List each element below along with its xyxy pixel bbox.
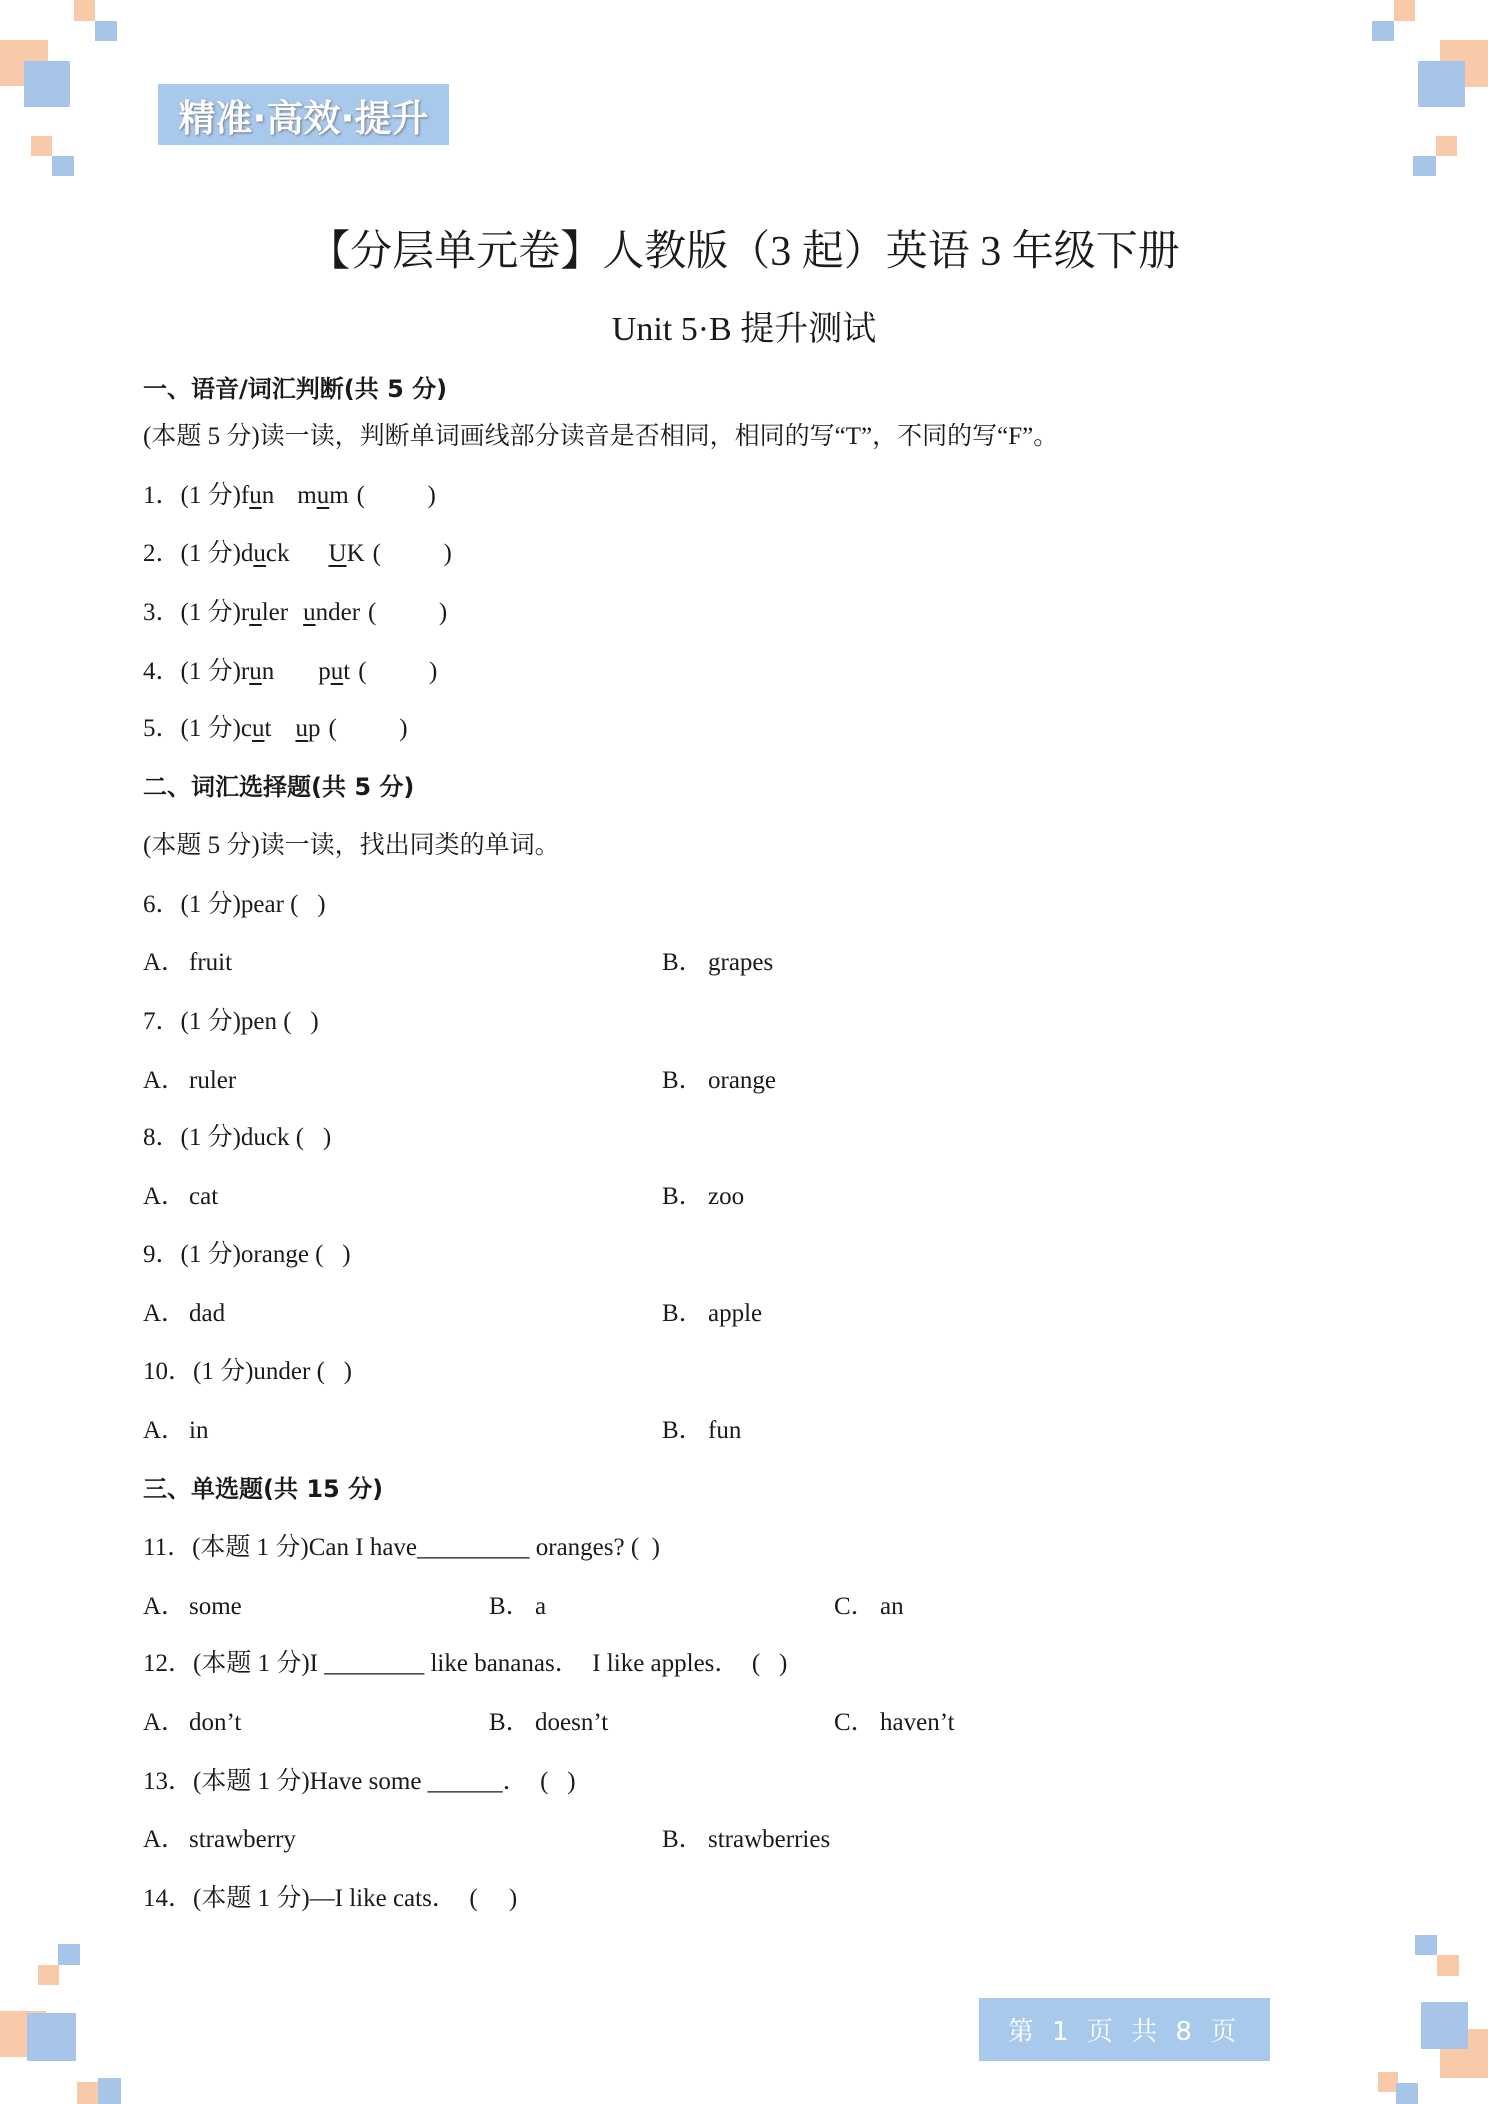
- option-key: A．: [143, 1709, 187, 1736]
- q8-option-a: [143, 1180, 218, 1214]
- question-5: [143, 712, 408, 746]
- page-title: 【分层单元卷】人教版（3 起）英语 3 年级下册: [308, 229, 1180, 275]
- question-label: 4．(1 分): [143, 658, 241, 685]
- word-suffix: K: [346, 540, 365, 567]
- question-label: 5．(1 分): [143, 715, 241, 742]
- word-prefix: r: [240, 658, 250, 685]
- word-second: [318, 655, 350, 689]
- decor-square-blue: [58, 1944, 80, 1965]
- option-key: A．: [143, 1183, 187, 1210]
- option-text: strawberry: [189, 1826, 296, 1853]
- q12-option-a: [143, 1706, 241, 1740]
- word-prefix: r: [240, 599, 250, 626]
- underlined-letter: u: [249, 482, 262, 509]
- section-1-heading: 一、语音/词汇判断(共 5 分): [143, 375, 448, 403]
- option-key: A．: [143, 1593, 187, 1620]
- decor-square-blue: [1372, 21, 1394, 41]
- option-key: B．: [662, 1417, 704, 1444]
- option-key: A．: [143, 1826, 187, 1853]
- word-suffix: ler: [261, 599, 289, 626]
- q13-option-b: [662, 1823, 830, 1857]
- word-suffix: t: [264, 715, 272, 742]
- underlined-letter: u: [249, 599, 262, 626]
- decor-square-blue: [27, 2013, 76, 2061]
- option-text: an: [880, 1593, 904, 1620]
- option-key: C．: [834, 1593, 876, 1620]
- section-2-instruction: (本题 5 分)读一读，找出同类的单词。: [143, 832, 560, 859]
- question-3: [143, 596, 447, 630]
- word-second: [295, 712, 320, 746]
- decor-square-peach: [1437, 1955, 1459, 1976]
- page-indicator-text: 第 1 页 共 8 页: [1007, 2017, 1242, 2047]
- decor-square-peach: [74, 0, 95, 21]
- q10-option-a: [143, 1414, 208, 1448]
- answer-blank: ( ): [368, 599, 448, 626]
- question-11: 11．(本题 1 分)Can I have_________ oranges? ( ): [143, 1534, 661, 1561]
- option-key: A．: [143, 1300, 187, 1327]
- brand-badge: [158, 84, 449, 145]
- underlined-letter: u: [303, 599, 316, 626]
- option-key: B．: [662, 1826, 704, 1853]
- word-suffix: nder: [315, 599, 361, 626]
- option-text: doesn’t: [535, 1709, 609, 1736]
- decor-square-blue: [24, 61, 70, 107]
- decor-square-blue: [1396, 2083, 1418, 2104]
- underlined-letter: U: [328, 540, 347, 567]
- option-text: orange: [708, 1067, 777, 1094]
- decor-square-blue: [1413, 156, 1436, 176]
- word-first: [241, 596, 288, 630]
- word-first: [241, 712, 272, 746]
- option-key: A．: [143, 1417, 187, 1444]
- decor-square-peach: [1436, 136, 1457, 156]
- option-text: dad: [189, 1300, 226, 1327]
- word-second: [297, 479, 348, 513]
- page-subtitle: Unit 5·B 提升测试: [611, 311, 877, 348]
- section-3-heading: 三、单选题(共 15 分): [143, 1475, 384, 1503]
- option-text: in: [189, 1417, 209, 1444]
- word-prefix: c: [240, 715, 253, 742]
- question-10: 10．(1 分)under ( ): [143, 1358, 352, 1385]
- question-14: 14．(本题 1 分)—I like cats． ( ): [143, 1885, 518, 1912]
- answer-blank: ( ): [358, 658, 438, 685]
- section-1-instruction: (本题 5 分)读一读，判断单词画线部分读音是否相同，相同的写“T”，不同的写“F”。: [143, 423, 1059, 450]
- option-text: ruler: [189, 1067, 237, 1094]
- decor-square-blue: [1418, 61, 1465, 107]
- underlined-letter: u: [253, 540, 266, 567]
- answer-blank: ( ): [372, 540, 452, 567]
- q12-option-b: [489, 1706, 608, 1740]
- word-first: [241, 479, 274, 513]
- question-13: 13．(本题 1 分)Have some ______． ( ): [143, 1768, 576, 1795]
- option-text: apple: [708, 1300, 763, 1327]
- option-key: B．: [489, 1593, 531, 1620]
- q8-option-b: [662, 1180, 744, 1214]
- underlined-letter: u: [316, 482, 330, 509]
- word-first: [241, 537, 290, 571]
- word-first: [241, 655, 274, 689]
- option-key: A．: [143, 949, 187, 976]
- word-prefix: f: [240, 482, 250, 509]
- decor-square-peach: [31, 136, 52, 156]
- underlined-letter: u: [249, 658, 262, 685]
- word-suffix: p: [307, 715, 321, 742]
- question-label: 3．(1 分): [143, 599, 241, 626]
- word-second: [303, 596, 360, 630]
- q10-option-b: [662, 1414, 741, 1448]
- option-text: fruit: [189, 949, 233, 976]
- option-key: B．: [662, 1300, 704, 1327]
- option-text: a: [535, 1593, 547, 1620]
- question-2: [143, 537, 452, 571]
- section-2-heading: 二、词汇选择题(共 5 分): [143, 773, 415, 801]
- question-1: [143, 479, 436, 513]
- question-label: 2．(1 分): [143, 540, 241, 567]
- q7-option-a: [143, 1064, 236, 1098]
- answer-blank: ( ): [328, 715, 408, 742]
- question-4: [143, 655, 437, 689]
- q6-option-a: [143, 946, 232, 980]
- word-suffix: n: [261, 658, 275, 685]
- brand-badge-text: 精准·高效·提升: [178, 96, 429, 140]
- question-12: 12．(本题 1 分)I ________ like bananas． I like apples． ( ): [143, 1650, 788, 1677]
- decor-square-peach: [38, 1965, 59, 1985]
- word-prefix: p: [318, 658, 331, 685]
- q13-option-a: [143, 1823, 296, 1857]
- word-prefix: m: [297, 482, 317, 509]
- option-key: B．: [662, 1067, 704, 1094]
- word-suffix: m: [329, 482, 349, 509]
- q6-option-b: [662, 946, 773, 980]
- underlined-letter: u: [330, 658, 344, 685]
- word-suffix: n: [261, 482, 275, 509]
- q9-option-a: [143, 1297, 225, 1331]
- q11-option-b: [489, 1590, 546, 1624]
- word-suffix: t: [343, 658, 351, 685]
- option-text: grapes: [708, 949, 774, 976]
- decor-square-blue: [1415, 1935, 1437, 1955]
- option-key: B．: [662, 1183, 704, 1210]
- option-key: B．: [662, 949, 704, 976]
- q11-option-c: [834, 1590, 904, 1624]
- question-8: 8．(1 分)duck ( ): [143, 1124, 332, 1151]
- option-text: cat: [189, 1183, 219, 1210]
- underlined-letter: u: [295, 715, 308, 742]
- word-prefix: d: [240, 540, 254, 567]
- question-label: 1．(1 分): [143, 482, 241, 509]
- underlined-letter: u: [252, 715, 265, 742]
- decor-square-peach: [77, 2082, 98, 2104]
- option-key: C．: [834, 1709, 876, 1736]
- option-key: A．: [143, 1067, 187, 1094]
- decor-square-peach: [1378, 2072, 1398, 2092]
- page-indicator: [979, 1998, 1270, 2061]
- answer-blank: ( ): [356, 482, 436, 509]
- option-text: zoo: [708, 1183, 745, 1210]
- decor-square-blue: [98, 2078, 121, 2104]
- q11-option-a: [143, 1590, 242, 1624]
- option-text: some: [189, 1593, 242, 1620]
- question-6: 6．(1 分)pear ( ): [143, 891, 326, 918]
- word-suffix: ck: [265, 540, 290, 567]
- decor-square-blue: [95, 21, 117, 41]
- question-9: 9．(1 分)orange ( ): [143, 1241, 351, 1268]
- decor-square-blue: [52, 156, 74, 176]
- option-text: haven’t: [880, 1709, 955, 1736]
- decor-square-peach: [1394, 0, 1415, 21]
- decor-square-blue: [1421, 2002, 1468, 2049]
- q9-option-b: [662, 1297, 762, 1331]
- q12-option-c: [834, 1706, 955, 1740]
- option-text: don’t: [189, 1709, 242, 1736]
- q7-option-b: [662, 1064, 776, 1098]
- question-7: 7．(1 分)pen ( ): [143, 1008, 319, 1035]
- option-key: B．: [489, 1709, 531, 1736]
- option-text: strawberries: [708, 1826, 831, 1853]
- option-text: fun: [708, 1417, 742, 1444]
- word-second: [329, 537, 365, 571]
